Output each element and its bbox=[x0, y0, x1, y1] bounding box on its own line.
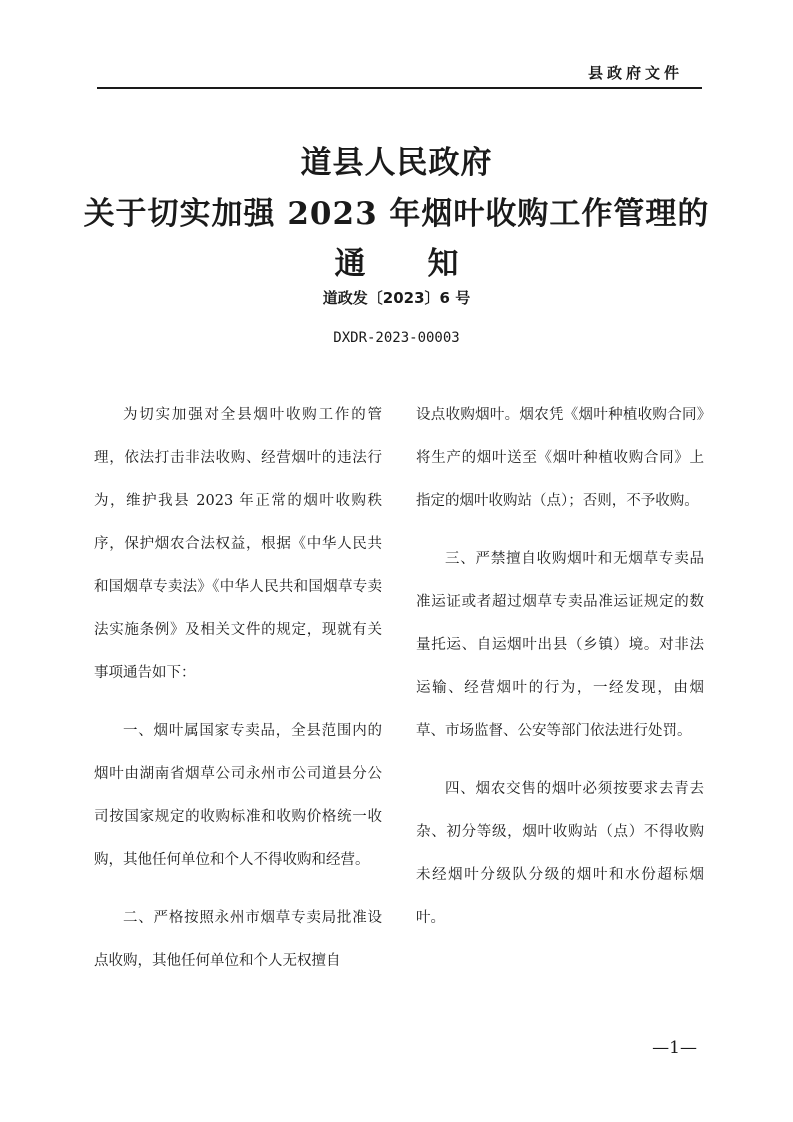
left-column bbox=[94, 394, 382, 998]
title-line-2: 关于切实加强 2023 年烟叶收购工作管理的 bbox=[83, 196, 710, 232]
title-line-1: 道县人民政府 bbox=[300, 145, 493, 181]
title-char-2: 知 bbox=[427, 246, 459, 282]
right-column bbox=[416, 394, 704, 998]
paragraph-item-4: 四、烟农交售的烟叶必须按要求去青去杂、初分等级，烟叶收购站（点）不得收购未经烟叶分级队分级的烟叶和水份超标烟叶。 bbox=[416, 781, 704, 926]
page-number: —1— bbox=[652, 1038, 697, 1058]
document-number: 道政发〔2023〕6 号 bbox=[322, 289, 471, 307]
body-columns bbox=[94, 394, 704, 998]
paragraph-item-2-continued: 设点收购烟叶。烟农凭《烟叶种植收购合同》将生产的烟叶送至《烟叶种植收购合同》上指定的烟叶收购站（点）；否则，不予收购。 bbox=[416, 407, 704, 509]
paragraph-intro: 为切实加强对全县烟叶收购工作的管理，依法打击非法收购、经营烟叶的违法行为，维护我县 2023 年正常的烟叶收购秩序，保护烟农合法权益，根据《中华人民共和国烟草专卖法》《中华人民共和国烟草专卖法实施条例》及相关文件的规定，现就有关事项通告如下： bbox=[94, 407, 382, 681]
document-title bbox=[0, 138, 793, 288]
document-code: DXDR-2023-00003 bbox=[333, 330, 460, 346]
document-category-label: 县政府文件 bbox=[587, 64, 683, 82]
paragraph-item-1: 一、烟叶属国家专卖品，全县范围内的烟叶由湖南省烟草公司永州市公司道县分公司按国家规定的收购标准和收购价格统一收购，其他任何单位和个人不得收购和经营。 bbox=[94, 723, 382, 868]
title-char-1: 通 bbox=[334, 246, 366, 282]
paragraph-item-3: 三、严禁擅自收购烟叶和无烟草专卖品准运证或者超过烟草专卖品准运证规定的数量托运、自运烟叶出县（乡镇）境。对非法运输、经营烟叶的行为，一经发现，由烟草、市场监督、公安等部门依法进行处罚。 bbox=[416, 551, 704, 739]
header-divider bbox=[97, 87, 702, 89]
title-line-3 bbox=[0, 240, 793, 288]
paragraph-item-2: 二、严格按照永州市烟草专卖局批准设点收购，其他任何单位和个人无权擅自 bbox=[94, 910, 382, 969]
